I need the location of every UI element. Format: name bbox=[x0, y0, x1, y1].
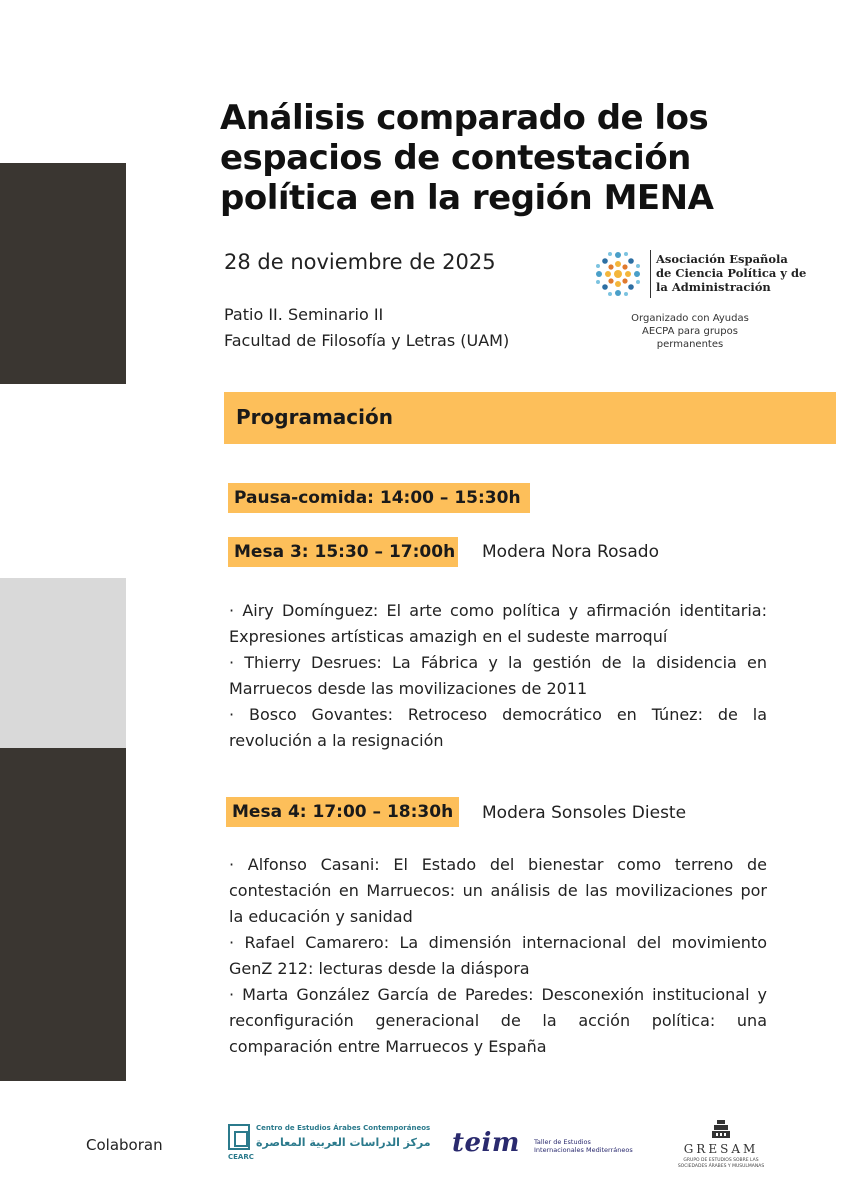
organizer-note-line: AECPA para grupos bbox=[642, 326, 738, 337]
venue-line: Facultad de Filosofía y Letras (UAM) bbox=[224, 331, 510, 350]
talk-item: · Thierry Desrues: La Fábrica y la gestión de la disidencia en Marruecos desde las movilizaciones de 2011 bbox=[229, 653, 767, 698]
organizer-note bbox=[610, 312, 770, 351]
decorative-dark-block-bottom bbox=[0, 748, 126, 1081]
collaborators-label: Colaboran bbox=[86, 1136, 163, 1154]
session-4-label: Mesa 4: 17:00 – 18:30h bbox=[226, 797, 459, 827]
aecpa-logo bbox=[590, 246, 810, 306]
aecpa-name-line: Asociación Española bbox=[656, 252, 788, 266]
teim-subtitle-line: Internacionales Mediterráneos bbox=[534, 1146, 633, 1154]
session-3-label: Mesa 3: 15:30 – 17:00h bbox=[228, 537, 458, 567]
aecpa-name-line: la Administración bbox=[656, 280, 771, 294]
title-line: política en la región MENA bbox=[220, 178, 714, 218]
lunch-break-label: Pausa-comida: 14:00 – 15:30h bbox=[228, 483, 530, 513]
event-venue bbox=[224, 302, 509, 354]
cearc-abbr: CEARC bbox=[228, 1153, 254, 1161]
title-line: Análisis comparado de los bbox=[220, 98, 709, 138]
gresam-wordmark: GRESAM bbox=[683, 1142, 759, 1156]
decorative-light-block bbox=[0, 578, 126, 748]
cearc-name-ar: مركز الدراسات العربية المعاصرة bbox=[256, 1136, 431, 1149]
page-title bbox=[220, 98, 820, 218]
program-heading: Programación bbox=[236, 405, 393, 429]
session-3-moderator: Modera Nora Rosado bbox=[482, 542, 659, 562]
cearc-name-es: Centro de Estudios Árabes Contemporáneos bbox=[256, 1124, 431, 1132]
gresam-logo bbox=[676, 1118, 766, 1170]
program-heading-bar bbox=[224, 392, 836, 444]
aecpa-name bbox=[656, 252, 806, 294]
teim-logo bbox=[452, 1128, 633, 1162]
decorative-dark-block-top bbox=[0, 163, 126, 384]
teim-subtitle bbox=[534, 1138, 633, 1154]
aecpa-star-icon bbox=[590, 246, 646, 302]
talk-item: · Alfonso Casani: El Estado del bienestar como terreno de contestación en Marruecos: un análisis de las movilizaciones por la educación y sanidad bbox=[229, 855, 767, 926]
organizer-note-line: Organizado con Ayudas bbox=[631, 313, 749, 324]
teim-subtitle-line: Taller de Estudios bbox=[534, 1138, 591, 1146]
talk-item: · Airy Domínguez: El arte como política y afirmación identitaria: Expresiones artísticas amazigh en el sudeste marroquí bbox=[229, 601, 767, 646]
teim-wordmark: teim bbox=[452, 1128, 520, 1158]
talk-item: · Rafael Camarero: La dimensión internacional del movimiento GenZ 212: lecturas desde la diáspora bbox=[229, 933, 767, 978]
title-line: espacios de contestación bbox=[220, 138, 691, 178]
venue-line: Patio II. Seminario II bbox=[224, 305, 384, 324]
organizer-note-line: permanentes bbox=[656, 339, 724, 350]
event-date: 28 de noviembre de 2025 bbox=[224, 250, 496, 274]
cearc-mark-icon bbox=[228, 1124, 250, 1150]
talk-item: · Bosco Govantes: Retroceso democrático en Túnez: de la revolución a la resignación bbox=[229, 705, 767, 750]
gresam-building-icon bbox=[709, 1118, 733, 1142]
session-4-moderator: Modera Sonsoles Dieste bbox=[482, 803, 687, 823]
talk-item: · Marta González García de Paredes: Desconexión institucional y reconfiguración generacional de la acción política: una comparación entre Marruecos y España bbox=[229, 985, 767, 1056]
gresam-subtitle: GRUPO DE ESTUDIOS SOBRE LAS SOCIEDADES ÁRABES Y MUSULMANAS bbox=[677, 1158, 765, 1169]
session-3-talks bbox=[229, 598, 767, 754]
session-4-talks bbox=[229, 852, 767, 1060]
cearc-logo bbox=[228, 1122, 431, 1166]
aecpa-divider bbox=[650, 250, 651, 298]
aecpa-name-line: de Ciencia Política y de bbox=[656, 266, 807, 280]
